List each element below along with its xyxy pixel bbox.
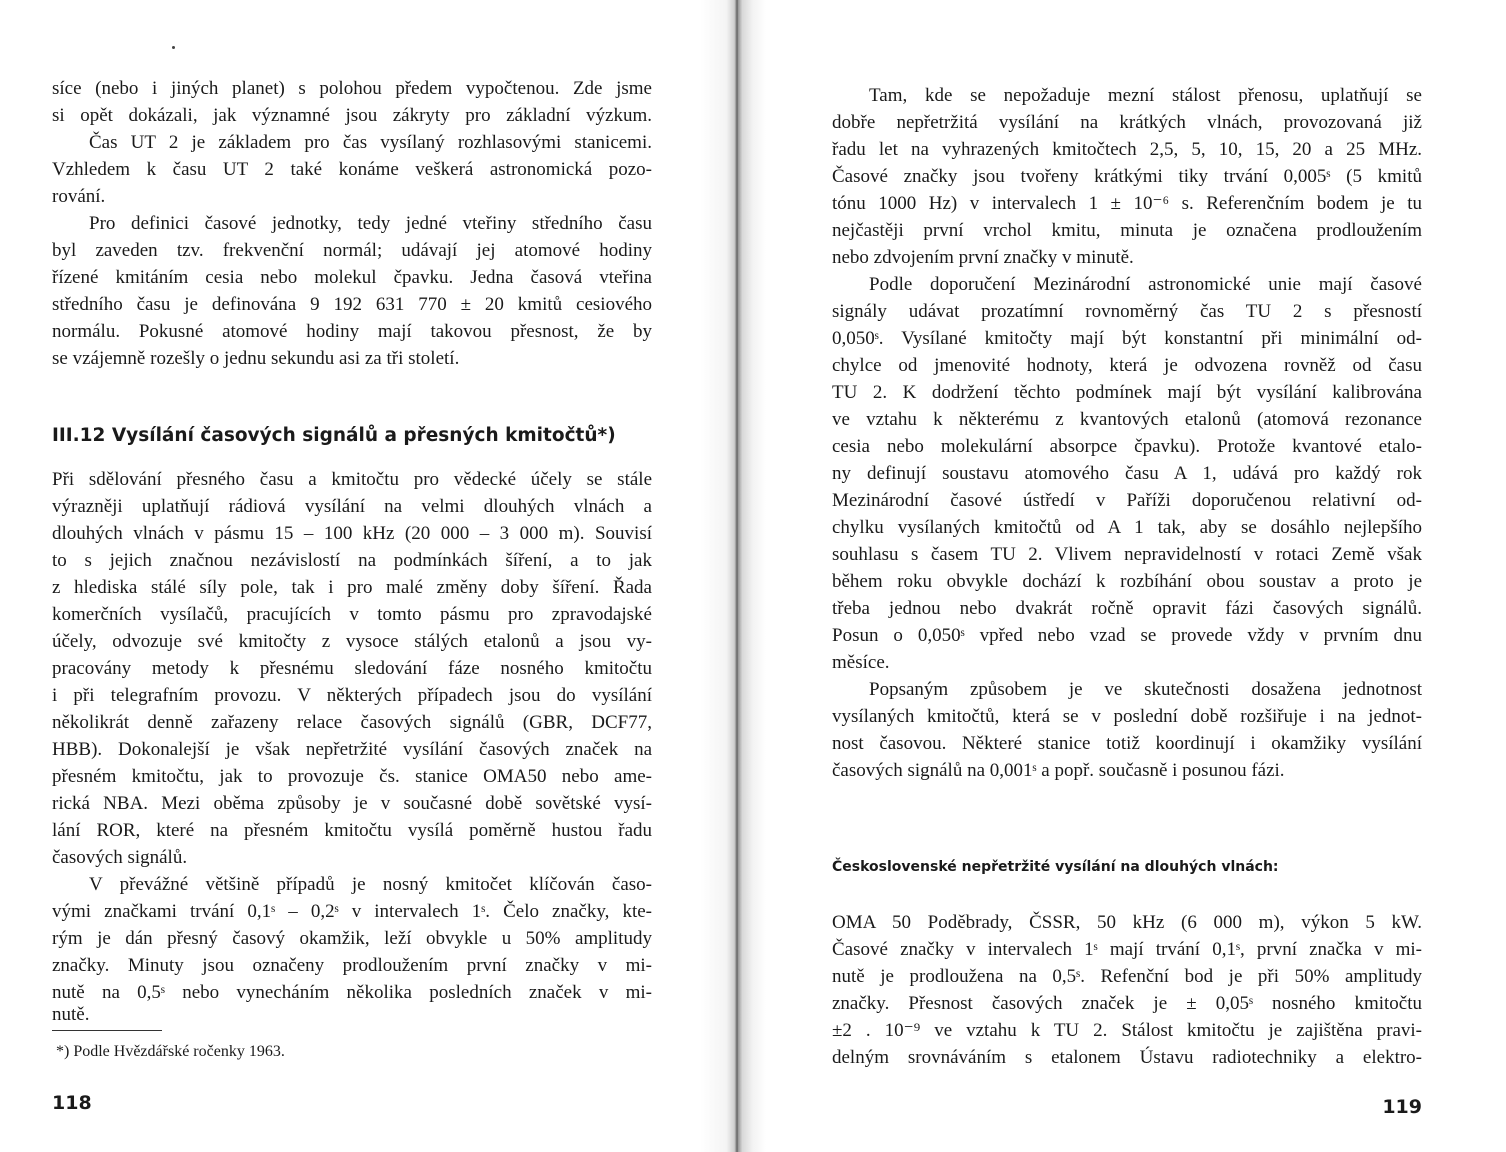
text-line: značky. Přesnost časových značek je ± 0,05ˢ nosného kmitočtu [832,993,1422,1014]
text-line: měsíce. [832,652,890,673]
text-line: Pro definici časové jednotky, tedy jedné vteřiny středního času [89,213,652,234]
text-line: Vzhledem k času UT 2 také konáme veškerá astronomická pozo- [52,159,652,180]
print-speck [172,46,175,49]
text-line: ve vztahu k některému z kvantových etalonů (atomová rezonance [832,409,1422,430]
left-page [52,0,652,1152]
text-line: 0,050ˢ. Vysílané kmitočty mají být konstantní při minimální od- [832,328,1422,349]
text-line: dlouhých vlnách v pásmu 15 – 100 kHz (20 000 – 3 000 m). Souvisí [52,523,652,544]
text-line: několikrát denně zařazeny relace časových signálů (GBR, DCF77, [52,712,652,733]
text-line: Mezinárodní časové ústředí v Paříži doporučenou relativní od- [832,490,1422,511]
text-line: středního času je definována 9 192 631 770 ± 20 kmitů cesiového [52,294,652,315]
text-line: normálu. Pokusné atomové hodiny mají takovou přesnost, že by [52,321,652,342]
text-line: nebo zdvojením první značky v minutě. [832,247,1134,268]
book-gutter [700,0,766,1152]
text-line: účely, odvozuje své kmitočty z vysoce stálých etalonů a jsou vy- [52,631,652,652]
text-line: ny definují soustavu atomového času A 1, udává pro každý rok [832,463,1422,484]
text-line: signály udávat prozatímní rovnoměrný čas TU 2 s přesností [832,301,1422,322]
text-line: pracovány metody k přesnému sledování fáze nosného kmitočtu [52,658,652,679]
text-line: během roku obvykle dochází k rozbíhání obou soustav a proto je [832,571,1422,592]
text-line: se vzájemně rozešly o jednu sekundu asi za tři století. [52,348,460,369]
text-line: chylce od jmenovité hodnoty, která je odvozena rovněž od času [832,355,1422,376]
text-line: vysílaných kmitočtů, která se v poslední době rozšiřuje i na jednot- [832,706,1422,727]
text-line: řadu let na vyhrazených kmitočtech 2,5, 5, 10, 15, 20 a 25 MHz. [832,139,1422,160]
text-line: Popsaným způsobem je ve skutečnosti dosažena jednotnost [869,679,1422,700]
text-line: Čas UT 2 je základem pro čas vysílaný rozhlasovými stanicemi. [89,132,652,153]
footnote: *) Podle Hvězdářské ročenky 1963. [56,1043,285,1060]
text-line: Časové značky v intervalech 1ˢ mají trvání 0,1ˢ, první značka v mi- [832,939,1422,960]
text-line: časových signálů na 0,001ˢ a popř. současně i posunou fázi. [832,760,1285,781]
text-line: síce (nebo i jiných planet) s polohou předem vypočtenou. Zde jsme [52,78,652,99]
text-line: HBB). Dokonalejší je však nepřetržité vysílání časových značek na [52,739,652,760]
text-line: vými značkami trvání 0,1ˢ – 0,2ˢ v intervalech 1ˢ. Čelo značky, kte- [52,901,652,922]
subsection-heading: Československé nepřetržité vysílání na dlouhých vlnách: [832,859,1279,875]
text-line: rým je dán přesný časový okamžik, leží obvykle u 50% amplitudy [52,928,652,949]
text-line: přesném kmitočtu, jak to provozuje čs. stanice OMA50 nebo ame- [52,766,652,787]
text-line: to s jejich značnou nezávislostí na podmínkách šíření, a to jak [52,550,652,571]
text-line: z hlediska stálé síly pole, tak i pro malé změny doby šíření. Řada [52,577,652,598]
text-line: rická NBA. Mezi oběma způsoby je v současné době sovětské vysí- [52,793,652,814]
text-line: třeba jednou nebo dvakrát ročně opravit fázi časových signálů. [832,598,1422,619]
text-line: nutě na 0,5ˢ nebo vynecháním několika posledních značek v mi- [52,982,652,1003]
text-line: TU 2. K dodržení těchto podmínek mají být vysílání kalibrována [832,382,1422,403]
text-line: komerčních vysílačů, pracujících v tomto pásmu pro zpravodajské [52,604,652,625]
text-line: chylku vysílaných kmitočtů od A 1 tak, aby se dosáhlo nejlepšího [832,517,1422,538]
section-heading: III.12 Vysílání časových signálů a přesných kmitočtů*) [52,425,616,446]
text-line: řízené kmitáním cesia nebo molekul čpavku. Jedna časová vteřina [52,267,652,288]
text-line: V převážné většině případů je nosný kmitočet klíčován časo- [89,874,652,895]
text-line: dobře nepřetržitá vysílání na krátkých vlnách, provozovaná již [832,112,1422,133]
text-line: Při sdělování přesného času a kmitočtu pro vědecké účely se stále [52,469,652,490]
page-number: 118 [52,1092,92,1114]
text-line: si opět dokázali, jak významné jsou zákryty pro základní výzkum. [52,105,652,126]
right-page [832,0,1422,1152]
text-line: nutě. [52,1004,90,1025]
text-line: OMA 50 Poděbrady, ČSSR, 50 kHz (6 000 m), výkon 5 kW. [832,912,1422,933]
text-line: značky. Minuty jsou označeny prodloužením první značky v mi- [52,955,652,976]
footnote-rule [52,1030,162,1031]
text-line: delným srovnáváním s etalonem Ústavu radiotechniky a elektro- [832,1047,1422,1068]
page-number: 119 [1382,1096,1422,1118]
text-line: časových signálů. [52,847,188,868]
text-line: rování. [52,186,106,207]
text-line: nutě je prodloužena na 0,5ˢ. Refenční bod je při 50% amplitudy [832,966,1422,987]
text-line: Podle doporučení Mezinárodní astronomické unie mají časové [869,274,1422,295]
text-line: nejčastěji první vrchol kmitu, minuta je označena prodloužením [832,220,1422,241]
text-line: nost časovou. Některé stanice totiž koordinují i okamžiky vysílání [832,733,1422,754]
text-line: Časové značky jsou tvořeny krátkými tiky trvání 0,005ˢ (5 kmitů [832,166,1422,187]
text-line: lání ROR, které na přesném kmitočtu vysílá poměrně hustou řadu [52,820,652,841]
text-line: Posun o 0,050ˢ vpřed nebo vzad se provede vždy v prvním dnu [832,625,1422,646]
text-line: cesia nebo molekulární absorpce čpavku). Protože kvantové etalo- [832,436,1422,457]
text-line: Tam, kde se nepožaduje mezní stálost přenosu, uplatňují se [869,85,1422,106]
text-line: ±2 . 10⁻⁹ ve vztahu k TU 2. Stálost kmitočtu je zajištěna pravi- [832,1020,1422,1041]
text-line: tónu 1000 Hz) v intervalech 1 ± 10⁻⁶ s. Referenčním bodem je tu [832,193,1422,214]
text-line: i při telegrafním provozu. V některých případech jsou do vysílání [52,685,652,706]
text-line: souhlasu s časem TU 2. Vlivem nepravidelností v rotaci Země však [832,544,1422,565]
text-line: byl zaveden tzv. frekvenční normál; udávají jej atomové hodiny [52,240,652,261]
text-line: výrazněji uplatňují rádiová vysílání na velmi dlouhých vlnách a [52,496,652,517]
